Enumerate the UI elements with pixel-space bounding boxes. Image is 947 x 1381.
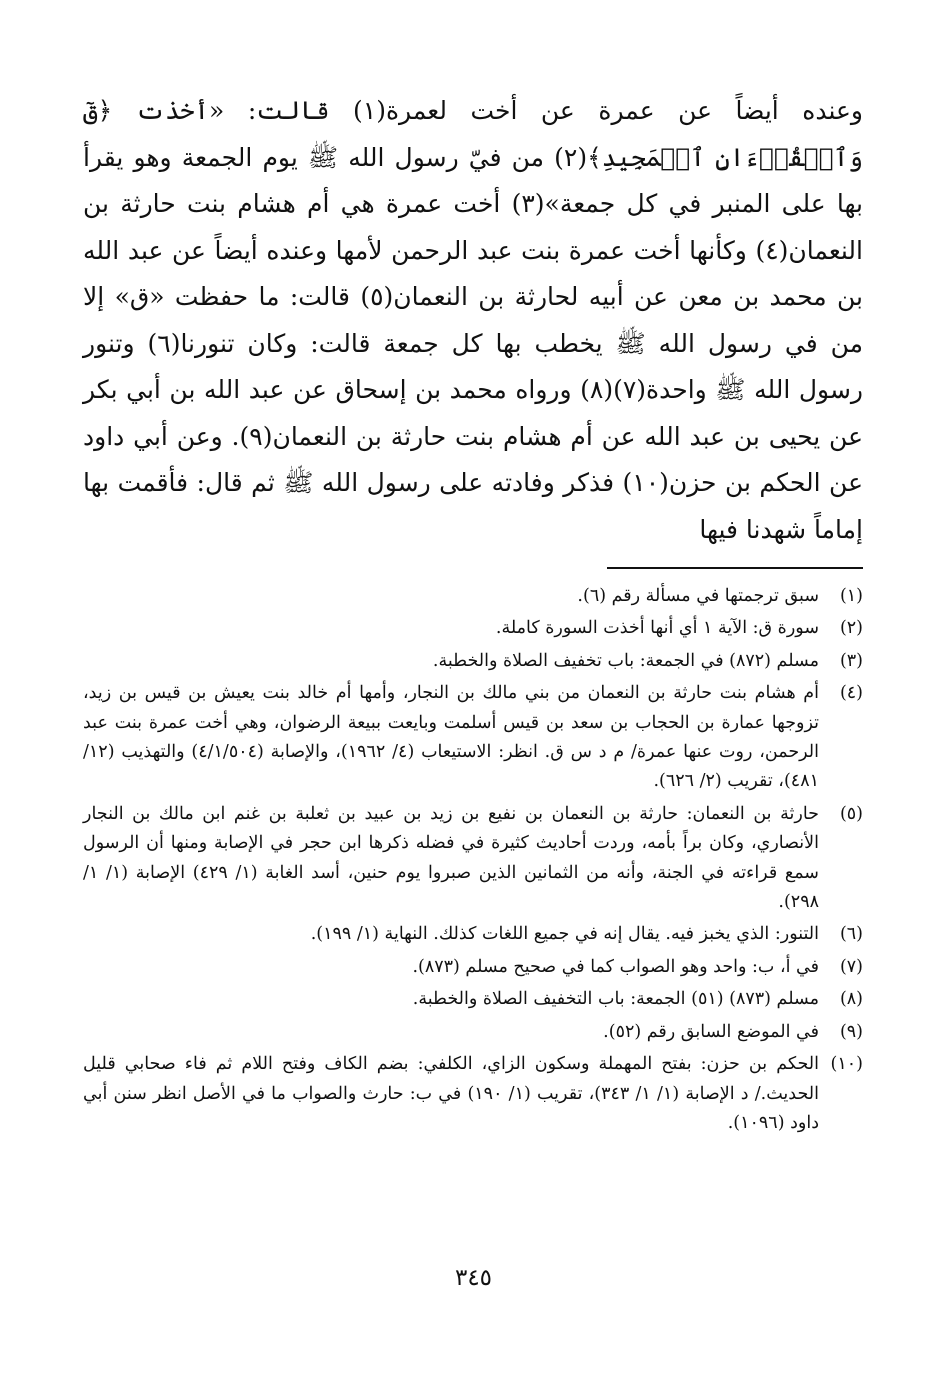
footnote: [83, 582, 863, 611]
footnote-text: في أ، ب: واحد وهو الصواب كما في صحيح مسلم (٨٧٣).: [412, 956, 819, 977]
footnote-number: (٥): [839, 803, 863, 824]
footnote-number: (٤): [839, 683, 863, 704]
footnote-number: (٦): [839, 924, 863, 945]
footnotes: [83, 582, 863, 1141]
footnote-number: (٧): [839, 956, 863, 977]
page-number: ٣٤٥: [454, 1265, 493, 1291]
main-text-block: [83, 88, 863, 553]
footnote-text: أم هشام بنت حارثة بن النعمان من بني مالك بن النجار، وأمها أم خالد بنت يعيش بن قيس بن زيد، تزوجها عمارة بن الحجاب بن سعد بن قيس أسلمت وبايعت ببيعة الرضوان، وهي أخت عمرة بنت عبد الرحمن، روت عنها عمرة/ م د س ق. انظر: الاستيعاب (٤/ ١٩٦٢)، والإصابة (٤/١/٥٠٤) والتهذيب (١٢/ ٤٨١)، تقريب (٢/ ٦٢٦).: [83, 683, 820, 792]
footnote: [83, 920, 863, 949]
footnote-text: التنور: الذي يخبز فيه. يقال إنه في جميع اللغات كذلك. النهاية (١/ ١٩٩).: [310, 924, 819, 945]
footnote: [83, 1018, 863, 1047]
footnote-text: مسلم (٨٧٢) في الجمعة: باب تخفيف الصلاة والخطبة.: [432, 650, 819, 671]
main-paragraph: وعنده أيضاً عن عمرة عن أخت لعمرة(١) قالت: «أخذت ﴿قٓ وَٱلۡقُرۡءَانِ ٱلۡمَجِيدِ﴾(٢) من فيّ رسول الله ﷺ يوم الجمعة وهو يقرأ بها على المنبر في كل جمعة»(٣) أخت عمرة هي أم هشام بنت حارثة بن النعمان(٤) وكأنها أخت عمرة بنت عبد الرحمن لأمها وعنده أيضاً عن عبد الله بن محمد بن معن عن أبيه لحارثة بن النعمان(٥) قالت: ما حفظت «ق» إلا من في رسول الله ﷺ يخطب بها كل جمعة قالت: وكان تنورنا(٦) وتنور رسول الله ﷺ واحدة(٧)(٨) ورواه محمد بن إسحاق عن عبد الله بن أبي بكر عن يحيى بن عبد الله عن أم هشام بنت حارثة بن النعمان(٩). وعن أبي داود عن الحكم بن حزن(١٠) فذكر وفادته على رسول الله ﷺ ثم قال: فأقمت بها إماماً شهدنا فيها: [83, 96, 864, 544]
footnote-number: (٩): [839, 1021, 863, 1042]
footnote: [83, 985, 863, 1014]
footnote-text: حارثة بن النعمان: حارثة بن النعمان بن نفيع بن زيد بن عبيد بن ثعلبة بن غنم ابن مالك بن النجار الأنصاري، وكان براً بأمه، وردت أحاديث كثيرة في فضله ذكرها ابن حجر في الإصابة ومنها أن الرسول سمع قراءته في الجنة، وأنه من الثمانين الذين صبروا يوم حنين، أسد الغابة (١/ ٤٢٩) الإصابة (١/ ١/ ٢٩٨).: [83, 803, 819, 913]
footnote-number: (١): [839, 586, 863, 606]
footnote-text: الحكم بن حزن: بفتح المهملة وسكون الزاي، الكلفي: بضم الكاف وفتح اللام ثم فاء صحابي قليل الحديث./ د الإصابة (١/ ١/ ٣٤٣)، تقريب (١/ ١٩٠) في ب: حارث والصواب ما في الأصل انظر سنن أبي داود (١٠٩٦).: [83, 1054, 819, 1133]
footnote-text: مسلم (٨٧٣) (٥١) الجمعة: باب التخفيف الصلاة والخطبة.: [412, 989, 819, 1010]
footnote: [83, 647, 863, 676]
footnote-number: (١٠): [830, 1054, 863, 1075]
footnote-number: (٨): [839, 989, 863, 1010]
footnote: [83, 953, 863, 982]
footnote-separator: [607, 567, 863, 569]
footnote-text: سبق ترجمتها في مسألة رقم (٦).: [577, 586, 819, 606]
footnote-text: سورة ق: الآية ١ أي أنها أخذت السورة كاملة.: [495, 618, 819, 639]
footnote: [83, 1050, 863, 1138]
footnote-text: في الموضع السابق رقم (٥٢).: [603, 1021, 819, 1042]
footnote-number: (٢): [839, 618, 863, 639]
footnote-number: (٣): [839, 650, 863, 671]
footnote: [83, 800, 863, 918]
footnote: [83, 614, 863, 643]
footnote: [83, 679, 863, 797]
